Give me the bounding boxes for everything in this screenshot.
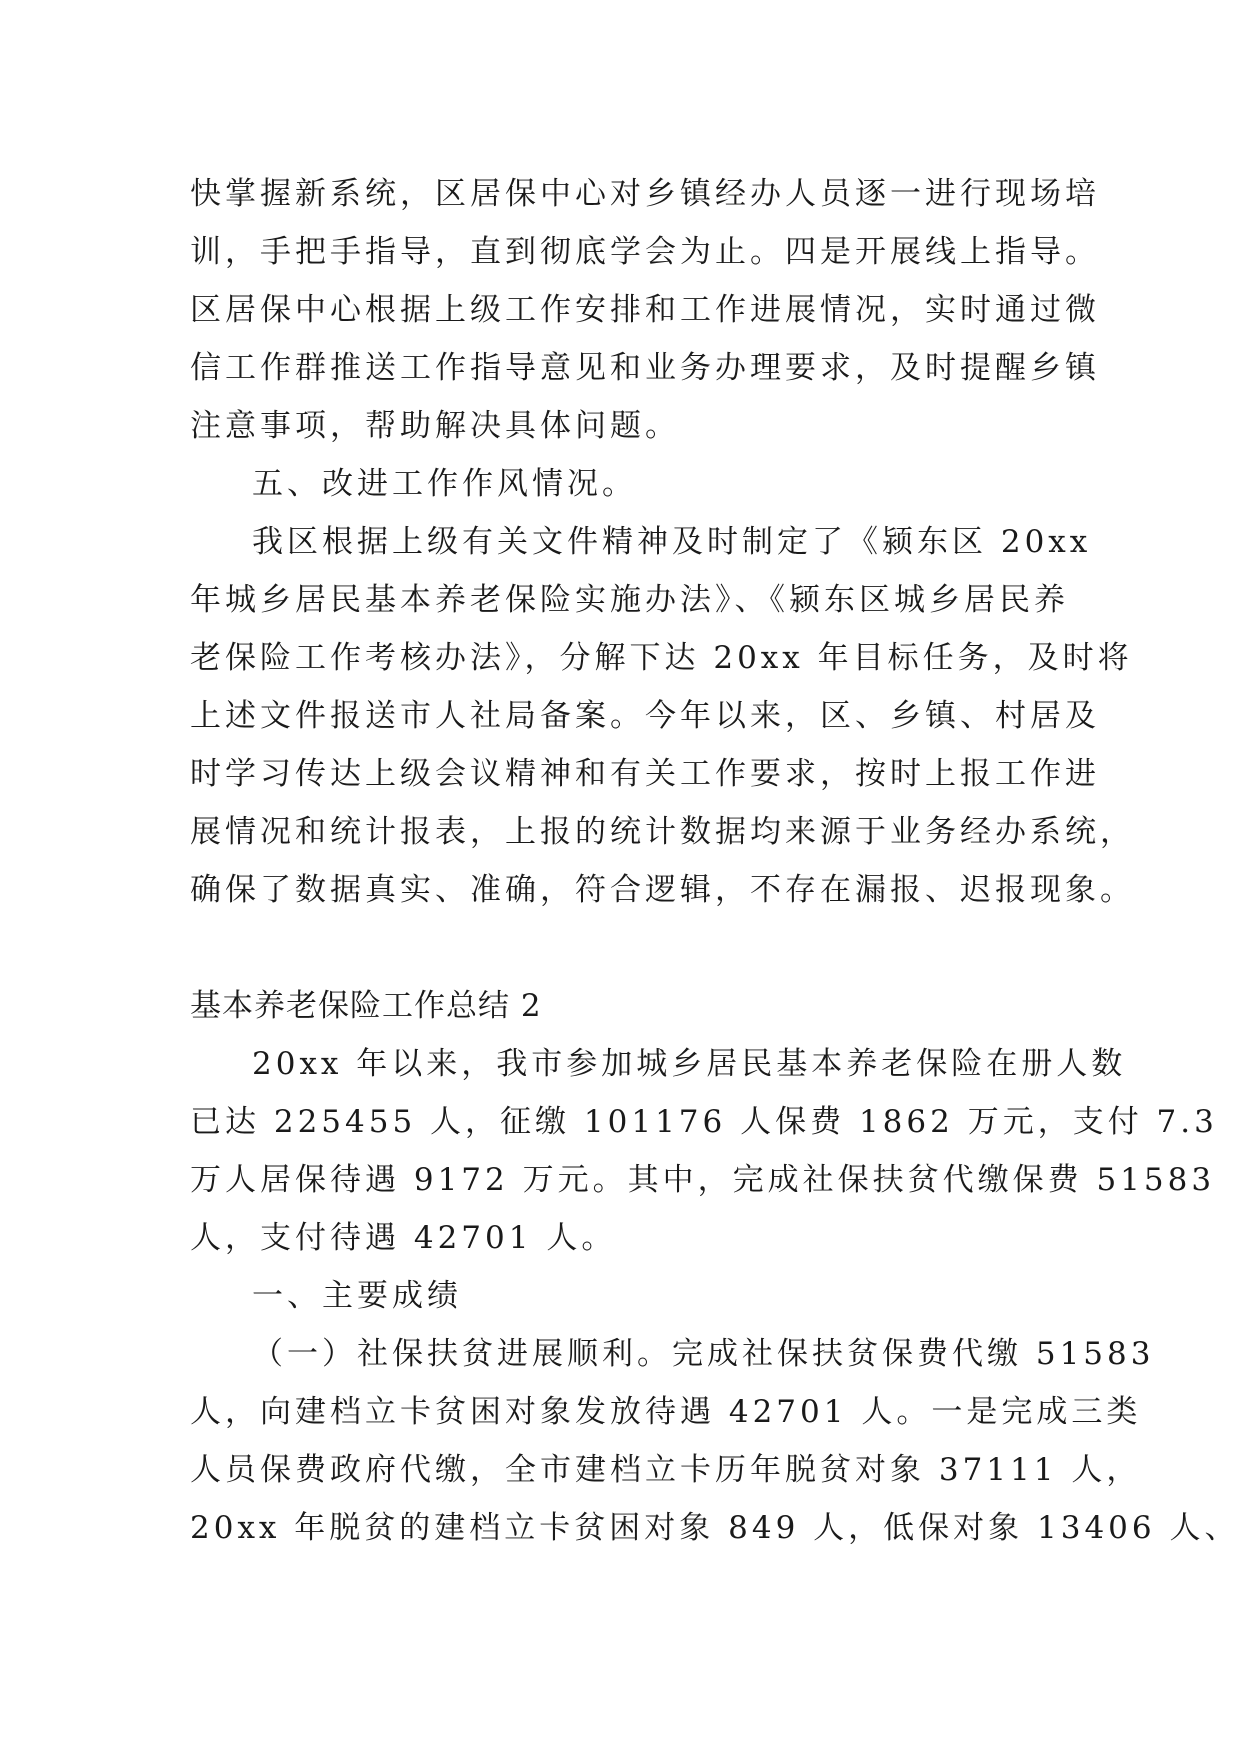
text-line: 万人居保待遇 9172 万元。其中，完成社保扶贫代缴保费 51583 <box>190 1162 1216 1198</box>
text-line: 确保了数据真实、准确，符合逻辑，不存在漏报、迟报现象。 <box>190 872 1135 908</box>
document-body <box>190 165 1240 1557</box>
text-line: 年城乡居民基本养老保险实施办法》、《颍东区城乡居民养 <box>190 582 1069 618</box>
text-line: 我区根据上级有关文件精神及时制定了《颍东区 20xx <box>252 524 1092 560</box>
paragraph-poverty-relief <box>190 1325 1240 1557</box>
text-line: 人员保费政府代缴，全市建档立卡历年脱贫对象 37111 人， <box>190 1452 1142 1488</box>
heading-text: 一、主要成绩 <box>252 1278 462 1314</box>
paragraph-training <box>190 165 1100 455</box>
heading-five <box>190 455 1070 513</box>
text-line: 训，手把手指导，直到彻底学会为止。四是开展线上指导。 <box>190 234 1100 270</box>
text-line: 快掌握新系统，区居保中心对乡镇经办人员逐一进行现场培 <box>190 176 1100 212</box>
text-line: 区居保中心根据上级工作安排和工作进展情况，实时通过微 <box>190 292 1100 328</box>
paragraph-work-style <box>190 513 1135 919</box>
text-line: 上述文件报送市人社局备案。今年以来，区、乡镇、村居及 <box>190 698 1100 734</box>
paragraph-summary <box>190 1035 1218 1267</box>
text-line: 时学习传达上级会议精神和有关工作要求，按时上报工作进 <box>190 756 1100 792</box>
text-line: （一）社保扶贫进展顺利。完成社保扶贫保费代缴 51583 <box>252 1336 1155 1372</box>
text-line: 人，向建档立卡贫困对象发放待遇 42701 人。一是完成三类 <box>190 1394 1142 1430</box>
text-line: 20xx 年以来，我市参加城乡居民基本养老保险在册人数 <box>252 1046 1127 1082</box>
text-line: 已达 225455 人，征缴 101176 人保费 1862 万元，支付 7.3 <box>190 1104 1218 1140</box>
text-line: 展情况和统计报表，上报的统计数据均来源于业务经办系统， <box>190 814 1135 850</box>
text-line: 人，支付待遇 42701 人。 <box>190 1220 617 1256</box>
section-title-text: 基本养老保险工作总结 2 <box>190 988 542 1024</box>
text-line: 信工作群推送工作指导意见和业务办理要求，及时提醒乡镇 <box>190 350 1100 386</box>
text-line: 注意事项，帮助解决具体问题。 <box>190 408 680 444</box>
text-line: 20xx 年脱贫的建档立卡贫困对象 849 人，低保对象 13406 人、 <box>190 1510 1240 1546</box>
section-gap <box>190 919 1070 977</box>
text-line: 老保险工作考核办法》，分解下达 20xx 年目标任务，及时将 <box>190 640 1133 676</box>
heading-text: 五、改进工作作风情况。 <box>252 466 637 502</box>
heading-main-achievements <box>190 1267 1070 1325</box>
section-title-2 <box>190 977 1070 1035</box>
